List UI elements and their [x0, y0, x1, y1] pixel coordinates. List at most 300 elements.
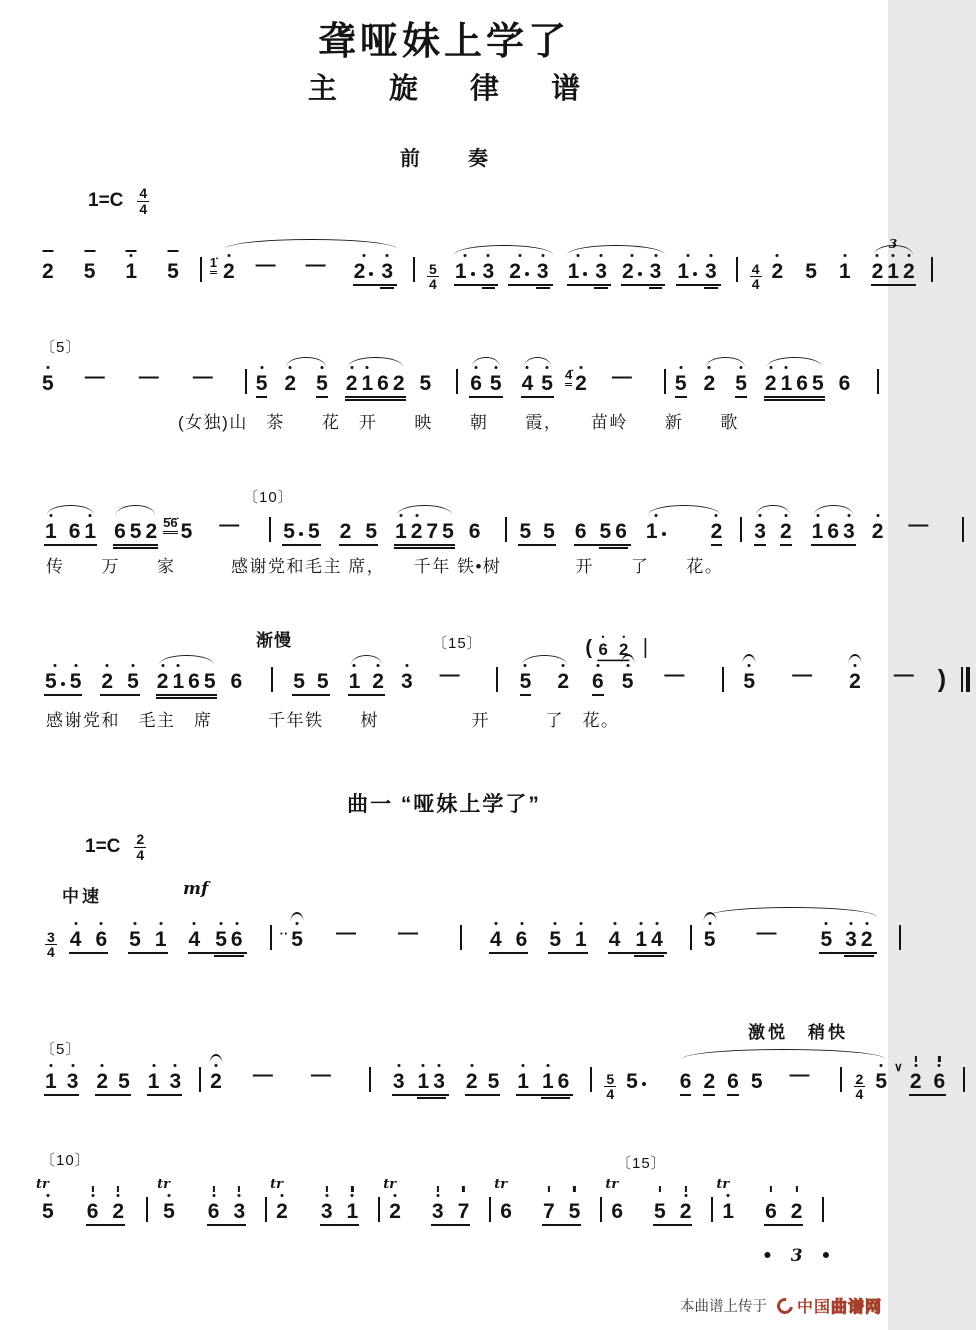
octave-up-dots: [708, 254, 713, 257]
octave-up-dots: [852, 664, 857, 667]
note: [418, 1071, 430, 1092]
note-digit: 5: [45, 670, 57, 693]
note-digit: 3: [169, 1070, 182, 1093]
note: [188, 671, 200, 692]
barline: [600, 1197, 602, 1222]
octave-up-dots: [130, 664, 135, 667]
note: [705, 261, 717, 282]
dot: [892, 254, 895, 257]
note-digit: 2: [703, 1070, 716, 1093]
octave-up-dots: [906, 254, 911, 257]
duration-dash: —: [664, 664, 685, 686]
barline: [711, 1197, 713, 1222]
spacer: [853, 281, 867, 282]
octave-up-dots: [599, 254, 604, 257]
note-digit: 4: [608, 928, 621, 951]
duration-dash: —: [310, 1064, 331, 1086]
fermata-mark: [848, 654, 861, 664]
barline: [722, 667, 724, 692]
spacer: [563, 949, 573, 950]
octave-up-dots: [519, 922, 524, 925]
note-digit: 2: [372, 670, 384, 693]
note-digit: 6: [765, 1200, 777, 1223]
note: [651, 929, 663, 950]
octave-up-dots: [622, 636, 626, 638]
note: [575, 373, 587, 394]
note-digit: 1: [722, 1200, 735, 1223]
note: [189, 929, 201, 950]
slur-group: [468, 373, 503, 394]
note: [231, 671, 243, 692]
beam-line: [113, 547, 158, 549]
note-digit: 3: [754, 520, 766, 543]
beam-line: [86, 1224, 125, 1226]
octave-up-dots: [45, 1194, 50, 1197]
note-digit: 5: [42, 1200, 54, 1223]
spacer: [177, 1221, 203, 1222]
spacer: [482, 541, 498, 542]
beam-group: [94, 1071, 131, 1092]
note-underline: [680, 1094, 692, 1096]
note-digit: 1: [361, 372, 374, 395]
accent-mark: [238, 1186, 240, 1192]
dot: [613, 922, 616, 925]
spacer: [531, 1091, 537, 1092]
note-digit: 4: [489, 928, 502, 951]
spacer: [250, 1221, 258, 1222]
dot: [49, 1064, 52, 1067]
octave-up-dots: [234, 922, 239, 925]
note-underline: [754, 544, 766, 546]
note-digit: 5: [419, 372, 432, 395]
spacer: [404, 281, 406, 282]
spacer: [779, 1221, 789, 1222]
slur-group: [393, 521, 456, 542]
octave-up-dots: [875, 514, 880, 517]
octave-up-dots: [259, 366, 264, 369]
spacer: [606, 691, 620, 692]
note-digit: 5: [283, 520, 295, 543]
note-digit: 2: [860, 928, 873, 951]
accent-mark: [117, 1186, 119, 1192]
note: [872, 261, 884, 282]
octave-up-dots: [540, 254, 545, 257]
octave-up-dots: [486, 254, 491, 257]
beam-line: [704, 287, 718, 289]
spacer: [785, 281, 803, 282]
spacer: [115, 691, 125, 692]
dot: [914, 1064, 917, 1067]
barline: [413, 257, 415, 282]
spacer: [305, 949, 327, 950]
octave-up-dots: [879, 1064, 884, 1067]
note: [96, 1071, 108, 1092]
time-signature: [750, 262, 762, 292]
octave-up-dots: [70, 1064, 75, 1067]
note-digit: 6: [230, 670, 243, 693]
dot: [622, 636, 624, 638]
note: [433, 1071, 445, 1092]
beam-line: [516, 1094, 573, 1096]
note: [204, 671, 216, 692]
note: [469, 521, 481, 542]
octave-up-dots: [288, 366, 293, 369]
duration-dash: —: [611, 366, 632, 388]
spacer: [852, 393, 870, 394]
spacer: [717, 393, 733, 394]
beam-group: [843, 929, 874, 950]
note: [516, 929, 528, 950]
note-digit: 5: [293, 670, 305, 693]
note-digit: 3: [392, 1070, 405, 1093]
dot: [709, 254, 712, 257]
dot: [847, 514, 850, 517]
note-digit: 5: [654, 1200, 666, 1223]
time-signature: [137, 186, 149, 216]
note: [622, 671, 634, 692]
spacer: [727, 541, 733, 542]
octave-up-dots: [525, 366, 530, 369]
dot: [159, 922, 162, 925]
beam-group: [540, 1071, 571, 1092]
note-digit: 2: [353, 260, 366, 283]
note-digit: 5: [487, 1070, 500, 1093]
spacer: [609, 657, 617, 658]
duration-dash: —: [893, 664, 914, 686]
octave-up-dots: [295, 922, 300, 925]
spacer: [821, 691, 847, 692]
spacer: [693, 691, 715, 692]
dot: [655, 922, 658, 925]
slur-group: [520, 373, 555, 394]
spacer: [410, 393, 418, 394]
dot: [631, 254, 634, 257]
note-digit: 6: [230, 928, 243, 951]
beam-group: [517, 521, 556, 542]
octave-up-dots: [133, 922, 138, 925]
note-digit: 1: [635, 928, 648, 951]
octave-up-dots: [891, 254, 896, 257]
note-digit: 2: [276, 1200, 288, 1223]
spacer: [589, 541, 595, 542]
dot: [130, 254, 133, 257]
note-digit: 5: [541, 372, 553, 395]
note: [84, 521, 96, 542]
note: [69, 521, 81, 542]
beam-line: [764, 399, 825, 401]
note-digit: 2: [764, 372, 777, 395]
note: [393, 373, 405, 394]
spacer: [752, 393, 760, 394]
dot: [91, 1194, 94, 1197]
spacer: [532, 949, 544, 950]
time-denominator: 4: [136, 846, 145, 863]
barline: [265, 1197, 267, 1222]
beam-line: [44, 544, 97, 546]
dot: [579, 922, 582, 925]
note-digit: 5: [167, 260, 179, 283]
beam-group: [566, 261, 612, 282]
note: [677, 261, 698, 282]
octave-up-dots: [578, 922, 583, 925]
overline-mark: [126, 250, 137, 252]
dot: [325, 1194, 328, 1197]
octave-up-dots: [875, 254, 880, 257]
beam-line: [454, 284, 498, 286]
note-digit: 2: [284, 372, 297, 395]
note-digit: 3: [482, 260, 495, 283]
note: [45, 671, 66, 692]
beam-group: [187, 929, 248, 950]
barline: [877, 369, 879, 394]
note: [805, 261, 817, 282]
dot: [520, 922, 523, 925]
dot: [853, 664, 856, 667]
beam-group: [652, 1201, 693, 1222]
octave-up-dots: [553, 922, 558, 925]
spacer: [635, 691, 655, 692]
accent-mark: [351, 1186, 353, 1192]
dot: [106, 664, 109, 667]
beam-group: [633, 929, 664, 950]
note-digit: 5: [291, 928, 303, 951]
ts-denominator: 4: [429, 276, 437, 293]
octave-up-dots: [211, 1194, 216, 1197]
beam-line: [465, 1094, 500, 1096]
beam-line: [392, 1094, 449, 1096]
note-digit: 1: [567, 260, 580, 283]
octave-up-dots: [398, 514, 403, 517]
spacer: [340, 1091, 362, 1092]
beam-line: [69, 952, 108, 954]
dot: [220, 922, 223, 925]
note-digit: 1: [172, 670, 185, 693]
spacer: [829, 393, 837, 394]
time-signature: [854, 1072, 866, 1102]
octave-up-dots: [493, 922, 498, 925]
note: [568, 261, 589, 282]
octave-up-dots: [714, 514, 719, 517]
octave-up-dots: [393, 1194, 398, 1197]
note-digit: 6: [574, 520, 587, 543]
slur-group: [347, 671, 386, 692]
note: [442, 521, 454, 542]
music-line-2: [40, 364, 886, 394]
spacer: [353, 541, 363, 542]
time-signature: [45, 930, 57, 960]
note-digit: 1: [45, 520, 57, 543]
music-line-3: [40, 512, 971, 542]
augmentation-dot: [583, 272, 587, 276]
octave-up-dots: [683, 1194, 688, 1197]
note-digit: 2: [871, 520, 884, 543]
beam-line: [128, 952, 167, 954]
octave-up-dots: [842, 254, 847, 257]
note-digit: 1: [517, 1070, 529, 1093]
dot: [487, 254, 490, 257]
note: [887, 261, 899, 282]
beam-group: [68, 929, 109, 950]
dot: [784, 514, 787, 517]
octave-up-dots: [707, 922, 712, 925]
note-digit: 1: [780, 372, 793, 395]
overline-mark: [167, 250, 178, 252]
note-digit: 5: [568, 1200, 581, 1223]
barline: [460, 925, 462, 950]
note-digit: 7: [542, 1200, 555, 1223]
beam-line: [188, 952, 247, 954]
accent-mark: [548, 1186, 550, 1192]
trill-mark: tr: [157, 1177, 170, 1192]
note-digit: 1: [541, 1070, 554, 1093]
note: [372, 671, 384, 692]
note-digit: 2: [909, 1070, 922, 1093]
note: [743, 671, 755, 692]
dot: [602, 636, 604, 638]
dot: [850, 922, 853, 925]
note: [903, 261, 915, 282]
octave-up-dots: [166, 1194, 171, 1197]
note-digit: 3: [66, 1070, 79, 1093]
spacer: [407, 1091, 413, 1092]
note: [849, 671, 861, 692]
octave-up-dots: [521, 1064, 526, 1067]
beam-group: [213, 929, 244, 950]
note-digit: 4: [188, 928, 201, 951]
accent-mark: [91, 1186, 93, 1192]
note-digit: 4: [651, 928, 663, 951]
note: [231, 929, 243, 950]
octave-up-dots: [625, 664, 630, 667]
trill-mark: tr: [383, 1177, 397, 1192]
dot: [74, 664, 77, 667]
dot: [363, 254, 366, 257]
measure-number-marker: 〔15〕: [432, 635, 483, 652]
note: [716, 1177, 735, 1223]
beam-line: [594, 287, 608, 289]
note-digit: 6: [515, 928, 528, 951]
note-digit: 5: [519, 670, 532, 693]
octave-up-dots: [45, 366, 50, 369]
spacer: [635, 541, 641, 542]
note: [595, 261, 607, 282]
note-digit: 2: [779, 520, 792, 543]
spacer: [181, 281, 193, 282]
octave-up-dots: [53, 664, 58, 667]
dot: [377, 664, 380, 667]
note-digit: 5: [129, 928, 141, 951]
beam-line: [394, 544, 455, 546]
spacer: [155, 1221, 161, 1222]
beam-group: [648, 261, 664, 282]
octave-up-dots: [90, 1194, 95, 1197]
octave-up-dots: [219, 922, 224, 925]
slur-group: [518, 671, 571, 692]
dot: [626, 664, 629, 667]
note-digit: 3: [843, 520, 855, 543]
octave-up-dots: [784, 366, 789, 369]
beam-line: [871, 284, 916, 286]
dot: [353, 664, 356, 667]
note: [483, 261, 495, 282]
note-digit: 2: [710, 520, 723, 543]
time-numerator: 4: [139, 185, 148, 201]
spacer: [574, 691, 590, 692]
dot: [654, 254, 657, 257]
tempo-marking: 中速: [62, 887, 102, 906]
note: [148, 1071, 160, 1092]
note-digit: 2: [339, 520, 352, 543]
barline: [271, 667, 273, 692]
octave-up-dots: [350, 1194, 355, 1197]
dot: [71, 1064, 74, 1067]
note-digit: 5: [215, 928, 227, 951]
note-digit: 1: [45, 1070, 57, 1093]
beam-group: [43, 671, 83, 692]
duration-dash: —: [138, 366, 159, 388]
beam-line: [598, 660, 630, 661]
dot: [541, 254, 544, 257]
dot: [938, 1064, 941, 1067]
spacer: [757, 691, 783, 692]
spacer: [221, 691, 229, 692]
note-digit: 2: [145, 520, 158, 543]
note-digit: 3: [381, 260, 394, 283]
note: [125, 261, 137, 282]
beam-group: [597, 641, 630, 658]
note: [308, 521, 320, 542]
site-logo-icon: [774, 1294, 796, 1316]
augmentation-dot: [693, 272, 697, 276]
octave-up-dots: [469, 1064, 474, 1067]
note-digit: 2: [509, 260, 521, 283]
dot: [405, 664, 408, 667]
note-digit: 5: [743, 670, 756, 693]
note: [543, 1201, 555, 1222]
beam-line: [676, 284, 720, 286]
barline: [740, 517, 742, 542]
note-digit: 1: [84, 520, 97, 543]
duration-dash: —: [397, 922, 418, 944]
note: [796, 373, 808, 394]
beam-line: [574, 544, 631, 546]
barline: [690, 925, 692, 950]
lyrics-line-1: (女独)山 茶 花 开 映 朝 霞， 苗岭 新 歌: [178, 413, 739, 432]
octave-up-dots: [685, 254, 690, 257]
note-digit: 6: [557, 1070, 570, 1093]
dot: [74, 922, 77, 925]
beam-group: [281, 521, 321, 542]
note: [812, 373, 824, 394]
beam-group: [535, 261, 551, 282]
dot: [708, 366, 711, 369]
accent-mark: [326, 1186, 328, 1192]
note-digit: 2: [871, 260, 884, 283]
note: [157, 671, 169, 692]
note: [704, 929, 716, 950]
trill-mark: tr: [494, 1177, 508, 1192]
note-digit: 5: [83, 260, 96, 283]
note-digit: 1: [575, 928, 587, 951]
note-digit: 2: [575, 372, 587, 395]
spacer: [557, 1221, 567, 1222]
ts-denominator: 4: [606, 1086, 615, 1103]
spacer: [251, 949, 263, 950]
octave-up-dots: [630, 254, 635, 257]
dot: [289, 366, 292, 369]
dot: [554, 922, 557, 925]
spacer: [325, 541, 335, 542]
